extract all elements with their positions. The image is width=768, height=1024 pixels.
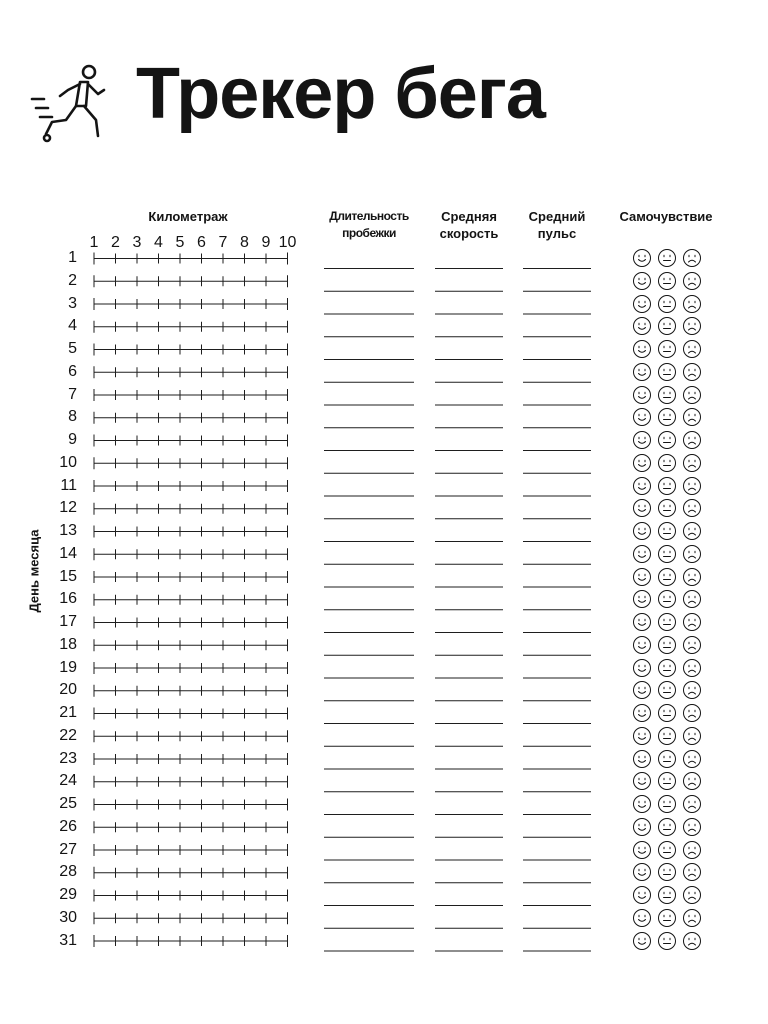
avg-pulse-field[interactable] (523, 316, 591, 336)
day-number: 6 (68, 362, 77, 380)
avg-speed-field[interactable] (435, 294, 503, 314)
happy-face-icon[interactable] (632, 749, 652, 769)
happy-face-icon[interactable] (632, 294, 652, 314)
sad-face-icon[interactable] (682, 680, 702, 700)
day-row (0, 338, 768, 360)
day-number: 22 (59, 726, 77, 744)
sad-face-icon[interactable] (682, 407, 702, 427)
sad-face-icon[interactable] (682, 635, 702, 655)
duration-field[interactable] (324, 521, 414, 541)
happy-face-icon[interactable] (632, 612, 652, 632)
avg-speed-field[interactable] (435, 430, 503, 450)
avg-speed-field[interactable] (435, 316, 503, 336)
day-number: 16 (59, 590, 77, 608)
duration-field[interactable] (324, 407, 414, 427)
day-row (0, 861, 768, 883)
sad-face-icon[interactable] (682, 817, 702, 837)
duration-field[interactable] (324, 931, 414, 951)
km-track-field[interactable] (92, 680, 294, 700)
happy-face-icon[interactable] (632, 407, 652, 427)
day-row (0, 679, 768, 701)
day-number: 28 (59, 863, 77, 881)
sad-face-icon[interactable] (682, 362, 702, 382)
km-track-field[interactable] (92, 271, 294, 291)
sad-face-icon[interactable] (682, 931, 702, 951)
avg-speed-field[interactable] (435, 362, 503, 382)
km-track-field[interactable] (92, 407, 294, 427)
duration-field[interactable] (324, 476, 414, 496)
avg-speed-field[interactable] (435, 749, 503, 769)
day-number: 17 (59, 613, 77, 630)
avg-pulse-field[interactable] (523, 817, 591, 837)
sad-face-icon[interactable] (682, 453, 702, 473)
avg-pulse-header: Средний пульс (528, 209, 586, 241)
day-row (0, 497, 768, 519)
avg-speed-field[interactable] (435, 498, 503, 518)
avg-speed-field[interactable] (435, 544, 503, 564)
km-track-field[interactable] (92, 589, 294, 609)
day-row (0, 611, 768, 633)
happy-face-icon[interactable] (632, 248, 652, 268)
day-number: 24 (59, 772, 77, 790)
sad-face-icon[interactable] (682, 703, 702, 723)
km-track-field[interactable] (92, 840, 294, 860)
avg-pulse-field[interactable] (523, 339, 591, 359)
km-track-field[interactable] (92, 430, 294, 450)
day-number: 10 (59, 453, 77, 471)
happy-face-icon[interactable] (632, 680, 652, 700)
duration-field[interactable] (324, 248, 414, 268)
avg-speed-field[interactable] (435, 680, 503, 700)
avg-pulse-field[interactable] (523, 385, 591, 405)
day-row (0, 566, 768, 588)
neutral-face-icon[interactable] (657, 703, 677, 723)
avg-speed-field[interactable] (435, 271, 503, 291)
avg-speed-field[interactable] (435, 771, 503, 791)
duration-field[interactable] (324, 817, 414, 837)
km-scale-label: 8 (240, 234, 249, 251)
avg-pulse-field[interactable] (523, 498, 591, 518)
neutral-face-icon[interactable] (657, 908, 677, 928)
sad-face-icon[interactable] (682, 316, 702, 336)
avg-pulse-field[interactable] (523, 931, 591, 951)
day-number: 8 (68, 408, 77, 426)
avg-speed-field[interactable] (435, 862, 503, 882)
neutral-face-icon[interactable] (657, 817, 677, 837)
avg-pulse-field[interactable] (523, 362, 591, 382)
day-row (0, 429, 768, 451)
sad-face-icon[interactable] (682, 862, 702, 882)
day-number: 25 (59, 795, 77, 812)
page-title: Трекер бега (136, 54, 545, 134)
km-track-field[interactable] (92, 453, 294, 473)
km-track-field[interactable] (92, 703, 294, 723)
km-track-field[interactable] (92, 658, 294, 678)
happy-face-icon[interactable] (632, 453, 652, 473)
day-row (0, 748, 768, 770)
happy-face-icon[interactable] (632, 271, 652, 291)
day-row (0, 384, 768, 406)
sad-face-icon[interactable] (682, 248, 702, 268)
day-row (0, 634, 768, 656)
km-track-field[interactable] (92, 908, 294, 928)
happy-face-icon[interactable] (632, 567, 652, 587)
neutral-face-icon[interactable] (657, 794, 677, 814)
avg-pulse-field[interactable] (523, 476, 591, 496)
day-row (0, 361, 768, 383)
duration-field[interactable] (324, 726, 414, 746)
day-number: 11 (60, 476, 77, 494)
duration-field[interactable] (324, 771, 414, 791)
day-row (0, 452, 768, 474)
neutral-face-icon[interactable] (657, 680, 677, 700)
day-number: 15 (59, 567, 77, 585)
happy-face-icon[interactable] (632, 726, 652, 746)
duration-field[interactable] (324, 589, 414, 609)
km-track-field[interactable] (92, 248, 294, 268)
km-track-field[interactable] (92, 544, 294, 564)
day-row (0, 475, 768, 497)
day-row (0, 293, 768, 315)
day-row (0, 793, 768, 815)
km-scale-label: 2 (111, 234, 120, 251)
day-number: 1 (68, 249, 77, 266)
neutral-face-icon[interactable] (657, 521, 677, 541)
neutral-face-icon[interactable] (657, 339, 677, 359)
day-number: 27 (59, 840, 77, 858)
day-number: 23 (59, 749, 77, 767)
happy-face-icon[interactable] (632, 703, 652, 723)
sad-face-icon[interactable] (682, 339, 702, 359)
sad-face-icon[interactable] (682, 294, 702, 314)
avg-speed-field[interactable] (435, 817, 503, 837)
neutral-face-icon[interactable] (657, 840, 677, 860)
km-track-field[interactable] (92, 612, 294, 632)
avg-pulse-field[interactable] (523, 885, 591, 905)
avg-speed-field[interactable] (435, 385, 503, 405)
km-track-field[interactable] (92, 316, 294, 336)
avg-speed-field[interactable] (435, 794, 503, 814)
avg-pulse-field[interactable] (523, 248, 591, 268)
avg-pulse-field[interactable] (523, 862, 591, 882)
avg-speed-field[interactable] (435, 703, 503, 723)
avg-pulse-field[interactable] (523, 771, 591, 791)
duration-field[interactable] (324, 271, 414, 291)
day-number: 26 (59, 817, 77, 835)
day-row (0, 839, 768, 861)
duration-field[interactable] (324, 385, 414, 405)
neutral-face-icon[interactable] (657, 407, 677, 427)
sad-face-icon[interactable] (682, 885, 702, 905)
neutral-face-icon[interactable] (657, 862, 677, 882)
day-axis-label: День месяца (26, 529, 42, 613)
avg-speed-field[interactable] (435, 726, 503, 746)
duration-field[interactable] (324, 840, 414, 860)
avg-pulse-field[interactable] (523, 794, 591, 814)
km-track-field[interactable] (92, 931, 294, 951)
happy-face-icon[interactable] (632, 362, 652, 382)
avg-pulse-field[interactable] (523, 453, 591, 473)
km-scale-label: 7 (218, 234, 228, 251)
km-scale-label: 5 (175, 234, 185, 251)
avg-speed-field[interactable] (435, 248, 503, 268)
day-row (0, 406, 768, 428)
km-track-field[interactable] (92, 339, 294, 359)
avg-speed-field[interactable] (435, 521, 503, 541)
km-track-field[interactable] (92, 567, 294, 587)
neutral-face-icon[interactable] (657, 385, 677, 405)
avg-speed-field[interactable] (435, 635, 503, 655)
duration-field[interactable] (324, 885, 414, 905)
neutral-face-icon[interactable] (657, 589, 677, 609)
sad-face-icon[interactable] (682, 498, 702, 518)
duration-field[interactable] (324, 908, 414, 928)
sad-face-icon[interactable] (682, 771, 702, 791)
neutral-face-icon[interactable] (657, 931, 677, 951)
day-row (0, 315, 768, 337)
avg-speed-header: Средняя скорость (439, 209, 499, 241)
day-number: 12 (59, 499, 77, 517)
km-track-field[interactable] (92, 362, 294, 382)
neutral-face-icon[interactable] (657, 771, 677, 791)
avg-pulse-field[interactable] (523, 271, 591, 291)
avg-speed-field[interactable] (435, 612, 503, 632)
duration-field[interactable] (324, 430, 414, 450)
day-number: 21 (59, 704, 77, 721)
sad-face-icon[interactable] (682, 521, 702, 541)
neutral-face-icon[interactable] (657, 544, 677, 564)
day-row (0, 725, 768, 747)
day-row (0, 702, 768, 724)
avg-speed-field[interactable] (435, 908, 503, 928)
day-number: 13 (59, 522, 77, 539)
neutral-face-icon[interactable] (657, 612, 677, 632)
duration-field[interactable] (324, 544, 414, 564)
day-row (0, 543, 768, 565)
sad-face-icon[interactable] (682, 612, 702, 632)
duration-header: Длительность пробежки (329, 209, 409, 240)
day-number: 30 (59, 908, 77, 926)
sad-face-icon[interactable] (682, 544, 702, 564)
sad-face-icon[interactable] (682, 430, 702, 450)
sad-face-icon[interactable] (682, 908, 702, 928)
avg-speed-field[interactable] (435, 339, 503, 359)
avg-pulse-field[interactable] (523, 567, 591, 587)
neutral-face-icon[interactable] (657, 430, 677, 450)
sad-face-icon[interactable] (682, 271, 702, 291)
km-scale-label: 1 (89, 234, 99, 251)
day-number: 18 (59, 635, 77, 653)
happy-face-icon[interactable] (632, 862, 652, 882)
happy-face-icon[interactable] (632, 771, 652, 791)
day-row (0, 657, 768, 679)
happy-face-icon[interactable] (632, 544, 652, 564)
neutral-face-icon[interactable] (657, 476, 677, 496)
duration-field[interactable] (324, 794, 414, 814)
happy-face-icon[interactable] (632, 658, 652, 678)
happy-face-icon[interactable] (632, 794, 652, 814)
wellbeing-header: Самочувствие (619, 209, 713, 224)
sad-face-icon[interactable] (682, 749, 702, 769)
avg-speed-field[interactable] (435, 885, 503, 905)
avg-pulse-field[interactable] (523, 658, 591, 678)
sad-face-icon[interactable] (682, 840, 702, 860)
day-row (0, 930, 768, 952)
avg-speed-field[interactable] (435, 453, 503, 473)
happy-face-icon[interactable] (632, 430, 652, 450)
day-row (0, 884, 768, 906)
sad-face-icon[interactable] (682, 794, 702, 814)
duration-field[interactable] (324, 339, 414, 359)
neutral-face-icon[interactable] (657, 567, 677, 587)
day-number: 14 (59, 544, 77, 562)
duration-field[interactable] (324, 316, 414, 336)
day-number: 9 (68, 431, 77, 448)
duration-field[interactable] (324, 635, 414, 655)
sad-face-icon[interactable] (682, 567, 702, 587)
happy-face-icon[interactable] (632, 589, 652, 609)
day-number: 7 (68, 385, 77, 403)
duration-field[interactable] (324, 658, 414, 678)
sad-face-icon[interactable] (682, 589, 702, 609)
avg-pulse-field[interactable] (523, 749, 591, 769)
happy-face-icon[interactable] (632, 476, 652, 496)
day-row (0, 247, 768, 269)
day-number: 20 (59, 681, 77, 699)
duration-field[interactable] (324, 862, 414, 882)
neutral-face-icon[interactable] (657, 294, 677, 314)
day-number: 2 (68, 271, 77, 289)
km-track-field[interactable] (92, 749, 294, 769)
avg-pulse-field[interactable] (523, 589, 591, 609)
avg-speed-field[interactable] (435, 658, 503, 678)
duration-field[interactable] (324, 453, 414, 473)
day-number: 19 (59, 658, 77, 676)
happy-face-icon[interactable] (632, 931, 652, 951)
day-number: 31 (59, 931, 77, 949)
km-track-field[interactable] (92, 817, 294, 837)
km-track-field[interactable] (92, 771, 294, 791)
km-track-field[interactable] (92, 635, 294, 655)
km-track-field[interactable] (92, 862, 294, 882)
km-track-field[interactable] (92, 385, 294, 405)
duration-field[interactable] (324, 498, 414, 518)
duration-field[interactable] (324, 680, 414, 700)
neutral-face-icon[interactable] (657, 726, 677, 746)
neutral-face-icon[interactable] (657, 362, 677, 382)
neutral-face-icon[interactable] (657, 635, 677, 655)
neutral-face-icon[interactable] (657, 316, 677, 336)
avg-speed-field[interactable] (435, 476, 503, 496)
sad-face-icon[interactable] (682, 385, 702, 405)
neutral-face-icon[interactable] (657, 885, 677, 905)
avg-pulse-field[interactable] (523, 544, 591, 564)
duration-field[interactable] (324, 703, 414, 723)
avg-pulse-field[interactable] (523, 908, 591, 928)
happy-face-icon[interactable] (632, 885, 652, 905)
neutral-face-icon[interactable] (657, 248, 677, 268)
day-row (0, 816, 768, 838)
km-scale-label: 3 (132, 234, 142, 251)
avg-pulse-field[interactable] (523, 407, 591, 427)
avg-speed-field[interactable] (435, 589, 503, 609)
km-track-field[interactable] (92, 498, 294, 518)
km-track-field[interactable] (92, 294, 294, 314)
avg-speed-field[interactable] (435, 567, 503, 587)
happy-face-icon[interactable] (632, 635, 652, 655)
day-number: 4 (68, 317, 77, 335)
neutral-face-icon[interactable] (657, 658, 677, 678)
km-scale-label: 10 (278, 234, 297, 251)
happy-face-icon[interactable] (632, 521, 652, 541)
km-scale-label: 4 (154, 234, 163, 251)
neutral-face-icon[interactable] (657, 749, 677, 769)
happy-face-icon[interactable] (632, 498, 652, 518)
km-track-field[interactable] (92, 885, 294, 905)
km-track-field[interactable] (92, 794, 294, 814)
km-scale-label: 6 (197, 234, 206, 251)
avg-pulse-field[interactable] (523, 635, 591, 655)
avg-speed-field[interactable] (435, 931, 503, 951)
avg-pulse-field[interactable] (523, 294, 591, 314)
neutral-face-icon[interactable] (657, 453, 677, 473)
km-scale-label: 9 (261, 234, 271, 251)
day-row (0, 770, 768, 792)
day-number: 5 (68, 340, 77, 357)
duration-field[interactable] (324, 612, 414, 632)
km-track-field[interactable] (92, 521, 294, 541)
duration-field[interactable] (324, 749, 414, 769)
day-number: 29 (59, 886, 77, 903)
sad-face-icon[interactable] (682, 726, 702, 746)
duration-field[interactable] (324, 362, 414, 382)
km-track-field[interactable] (92, 476, 294, 496)
day-number: 3 (68, 294, 77, 312)
day-row (0, 270, 768, 292)
happy-face-icon[interactable] (632, 339, 652, 359)
happy-face-icon[interactable] (632, 840, 652, 860)
duration-field[interactable] (324, 567, 414, 587)
day-row (0, 588, 768, 610)
sad-face-icon[interactable] (682, 658, 702, 678)
km-track-field[interactable] (92, 726, 294, 746)
avg-pulse-field[interactable] (523, 703, 591, 723)
happy-face-icon[interactable] (632, 316, 652, 336)
avg-pulse-field[interactable] (523, 612, 591, 632)
neutral-face-icon[interactable] (657, 498, 677, 518)
avg-pulse-field[interactable] (523, 521, 591, 541)
day-row (0, 520, 768, 542)
happy-face-icon[interactable] (632, 817, 652, 837)
avg-speed-field[interactable] (435, 840, 503, 860)
avg-pulse-field[interactable] (523, 840, 591, 860)
happy-face-icon[interactable] (632, 908, 652, 928)
kilometrage-header: Километраж (148, 209, 228, 224)
avg-pulse-field[interactable] (523, 726, 591, 746)
happy-face-icon[interactable] (632, 385, 652, 405)
avg-speed-field[interactable] (435, 407, 503, 427)
sad-face-icon[interactable] (682, 476, 702, 496)
duration-field[interactable] (324, 294, 414, 314)
neutral-face-icon[interactable] (657, 271, 677, 291)
day-row (0, 907, 768, 929)
avg-pulse-field[interactable] (523, 680, 591, 700)
avg-pulse-field[interactable] (523, 430, 591, 450)
